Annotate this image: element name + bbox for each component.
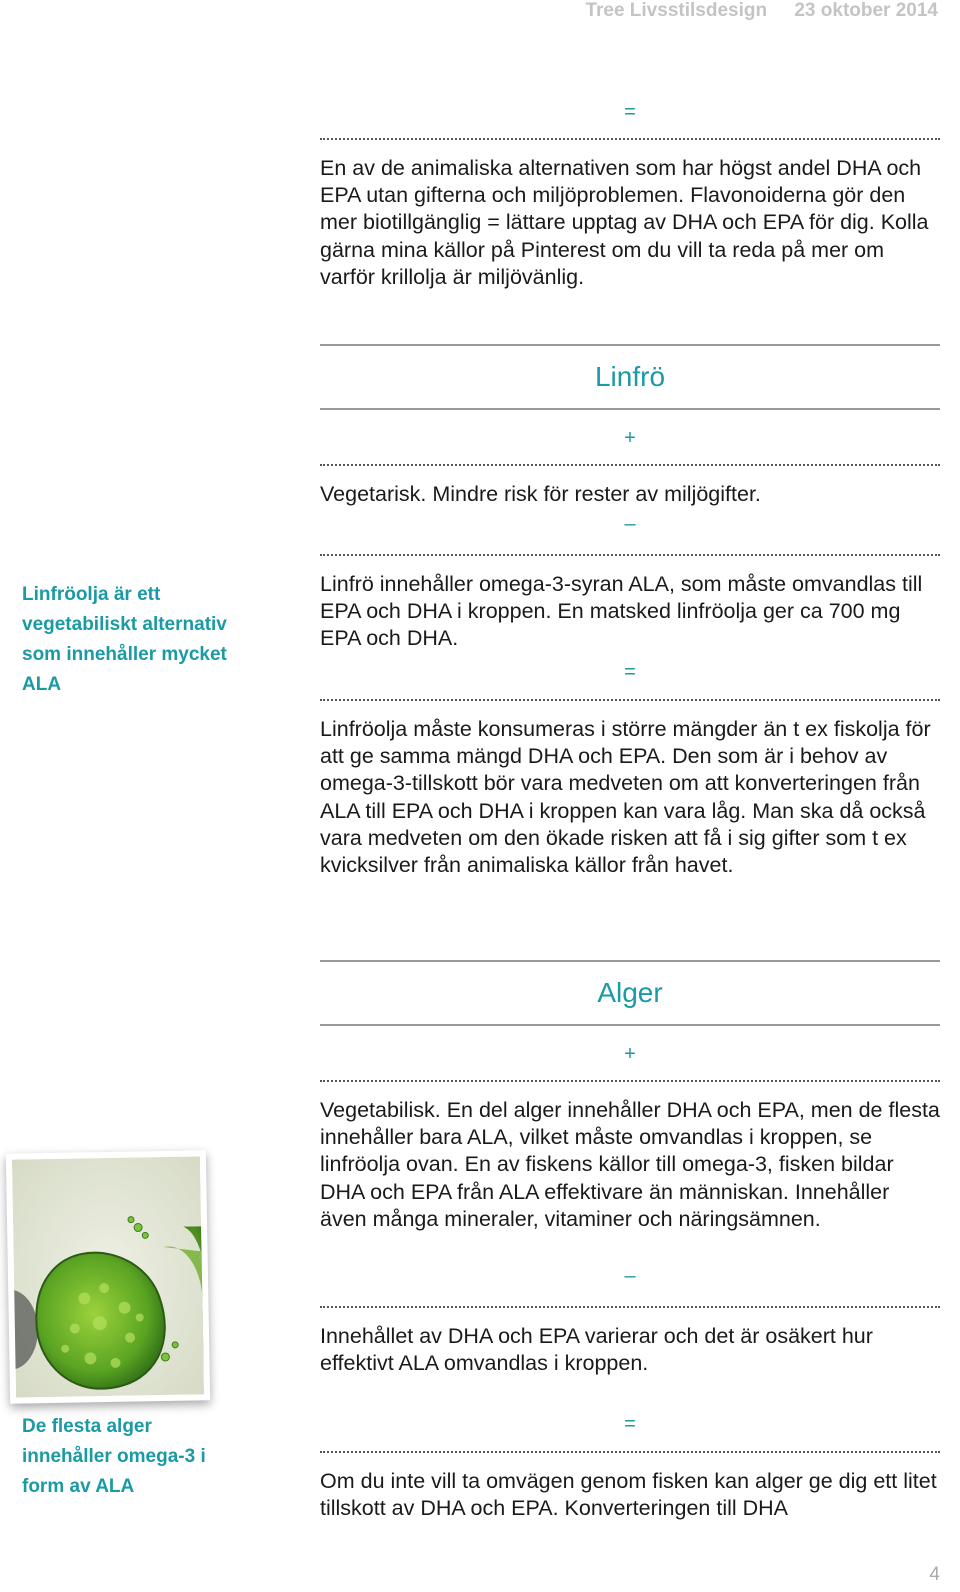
- dotted-divider: [320, 1451, 940, 1453]
- linfro-minus-text: Linfrö innehåller omega-3-syran ALA, som måste omvandlas till EPA och DHA i kroppen. En matsked linfröolja ger ca 700 mg EPA och DHA.: [320, 572, 923, 651]
- dotted-divider: [320, 1080, 940, 1082]
- alger-plus-text: Vegetabilisk. En del alger innehåller DHA och EPA, men de flesta innehåller bara ALA, vilket måste omvandlas i kroppen, se linfröolja ovan. En av fiskens källor till omega-3, fisken bildar DHA och EPA från ALA effektivare än människan. Innehåller även många mineraler, vitaminer och näringsämnen.: [320, 1098, 940, 1231]
- algae-photo: [6, 1150, 210, 1403]
- plus-symbol: +: [624, 427, 636, 449]
- intro-paragraph: En av de animaliska alternativen som har högst andel DHA och EPA utan gifterna och miljöproblemen. Flavonoiderna gör den mer biotillgänglig = lättare upptag av DHA och EPA för dig. Kolla gärna mina källor på Pinterest om du vill ta reda på mer om varför krillolja är miljövänlig.: [320, 156, 929, 289]
- linfro-equal-text: Linfröolja måste konsumeras i större mängder än t ex fiskolja för att ge samma mängd DHA och EPA. Den som är i behov av omega-3-tillskott bör vara medveten om att konverteringen från ALA till EPA och DHA i kroppen kan vara låg. Man ska då också vara medveten om den ökade risken att få i sig gifter som t ex kvicksilver från animaliska källor från havet.: [320, 717, 931, 878]
- algae-cell-image: [12, 1156, 204, 1397]
- minus-symbol: –: [624, 513, 636, 535]
- alger-equal-text: Om du inte vill ta omvägen genom fisken kan alger ge dig ett litet tillskott av DHA och EPA. Konverteringen till DHA: [320, 1469, 937, 1521]
- sidebar-note-linfro: Linfröolja är ett vegetabiliskt alternativ som innehåller mycket ALA: [22, 584, 227, 695]
- section-heading-alger: Alger: [597, 977, 663, 1008]
- minus-symbol: –: [624, 1265, 636, 1287]
- dotted-divider: [320, 1306, 940, 1308]
- equal-symbol: =: [624, 1413, 636, 1435]
- section-rule-top: [320, 344, 940, 346]
- sidebar-note-alger: De flesta alger innehåller omega-3 i form av ALA: [22, 1416, 206, 1497]
- header-title: Tree Livsstilsdesign: [585, 0, 768, 21]
- dotted-divider: [320, 699, 940, 701]
- alger-minus-text: Innehållet av DHA och EPA varierar och det är osäkert hur effektivt ALA omvandlas i kroppen.: [320, 1324, 873, 1376]
- equal-symbol: =: [624, 101, 636, 123]
- dotted-divider: [320, 464, 940, 466]
- equal-symbol: =: [624, 661, 636, 683]
- section-rule-bottom: [320, 1024, 940, 1026]
- page-header: [563, 0, 938, 22]
- page-number: 4: [929, 1564, 940, 1585]
- dotted-divider: [320, 138, 940, 140]
- dotted-divider: [320, 554, 940, 556]
- section-rule-top: [320, 960, 940, 962]
- header-date: 23 oktober 2014: [794, 0, 938, 21]
- linfro-plus-text: Vegetarisk. Mindre risk för rester av miljögifter.: [320, 482, 761, 506]
- section-heading-linfro: Linfrö: [594, 361, 666, 392]
- section-rule-bottom: [320, 408, 940, 410]
- plus-symbol: +: [624, 1043, 636, 1065]
